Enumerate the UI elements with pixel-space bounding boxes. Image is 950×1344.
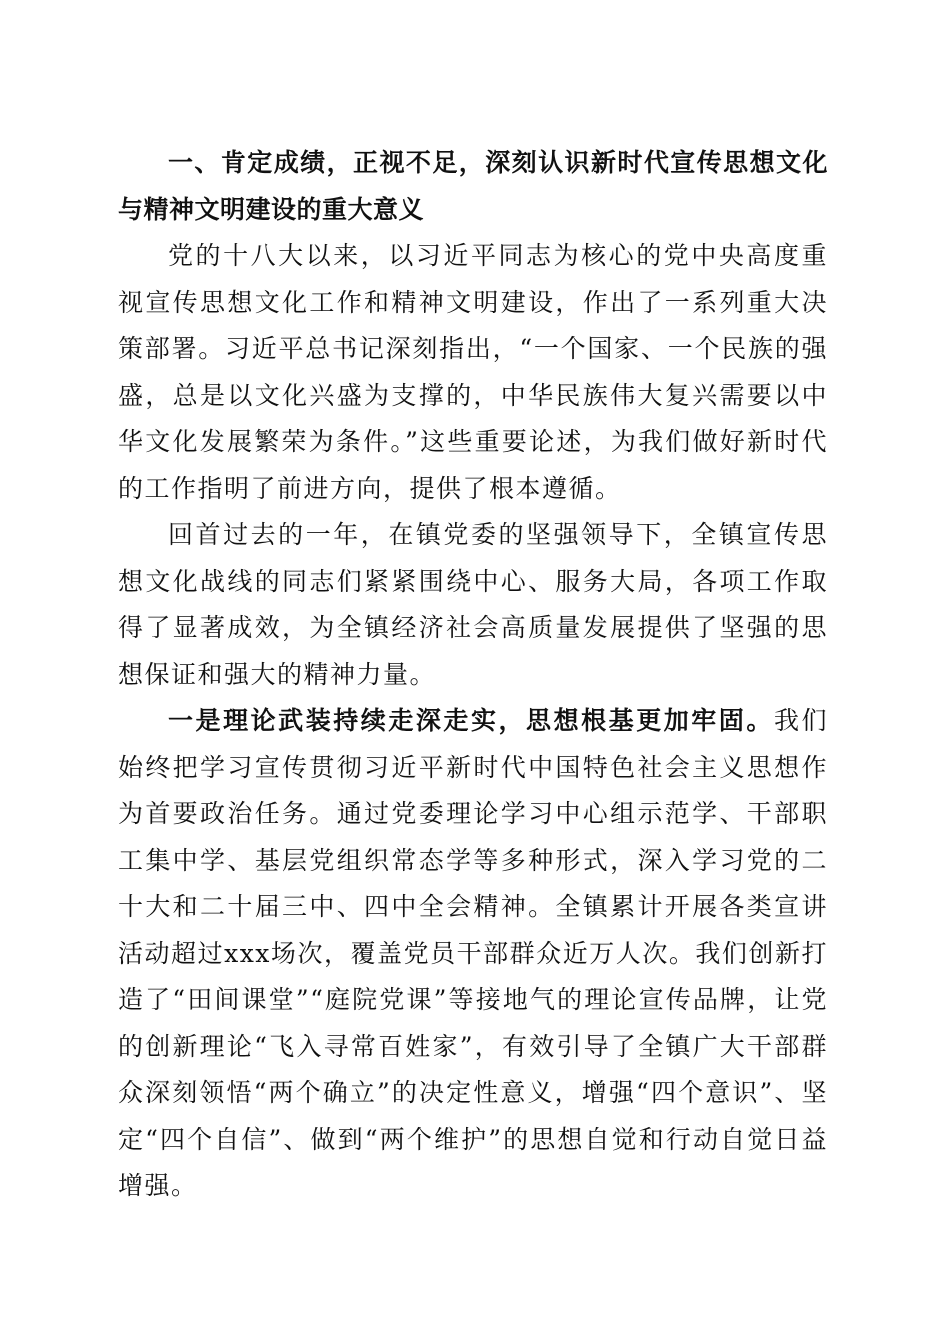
paragraph-text: 回首过去的一年，在镇党委的坚强领导下，全镇宣传思想文化战线的同志们紧紧围绕中心、服务大局，各项工作取得了显著成效，为全镇经济社会高质量发展提供了坚强的思想保证和强大的精神力量。 bbox=[118, 520, 828, 689]
section-heading: 一、肯定成绩，正视不足，深刻认识新时代宣传思想文化与精神文明建设的重大意义 bbox=[118, 148, 828, 224]
paragraph-lead: 一是理论武装持续走深走实，思想根基更加牢固。 bbox=[168, 706, 774, 735]
paragraph bbox=[118, 233, 828, 512]
paragraph-text: 我们始终把学习宣传贯彻习近平新时代中国特色社会主义思想作为首要政治任务。通过党委理论学习中心组示范学、干部职工集中学、基层党组织常态学等多种形式，深入学习党的二十大和二十届三中、四中全会精神。全镇累计开展各类宣讲活动超过xxx场次，覆盖党员干部群众近万人次。我们创新打造了“田间课堂”“庭院党课”等接地气的理论宣传品牌，让党的创新理论“飞入寻常百姓家”，有效引导了全镇广大干部群众深刻领悟“两个确立”的决定性意义，增强“四个意识”、坚定“四个自信”、做到“两个维护”的思想自觉和行动自觉日益增强。 bbox=[118, 706, 828, 1200]
paragraph bbox=[118, 698, 828, 1210]
document-body bbox=[118, 140, 828, 1210]
paragraph bbox=[118, 512, 828, 698]
paragraph-text: 党的十八大以来，以习近平同志为核心的党中央高度重视宣传思想文化工作和精神文明建设，作出了一系列重大决策部署。习近平总书记深刻指出，“一个国家、一个民族的强盛，总是以文化兴盛为支撑的，中华民族伟大复兴需要以中华文化发展繁荣为条件。”这些重要论述，为我们做好新时代的工作指明了前进方向，提供了根本遵循。 bbox=[118, 241, 828, 503]
